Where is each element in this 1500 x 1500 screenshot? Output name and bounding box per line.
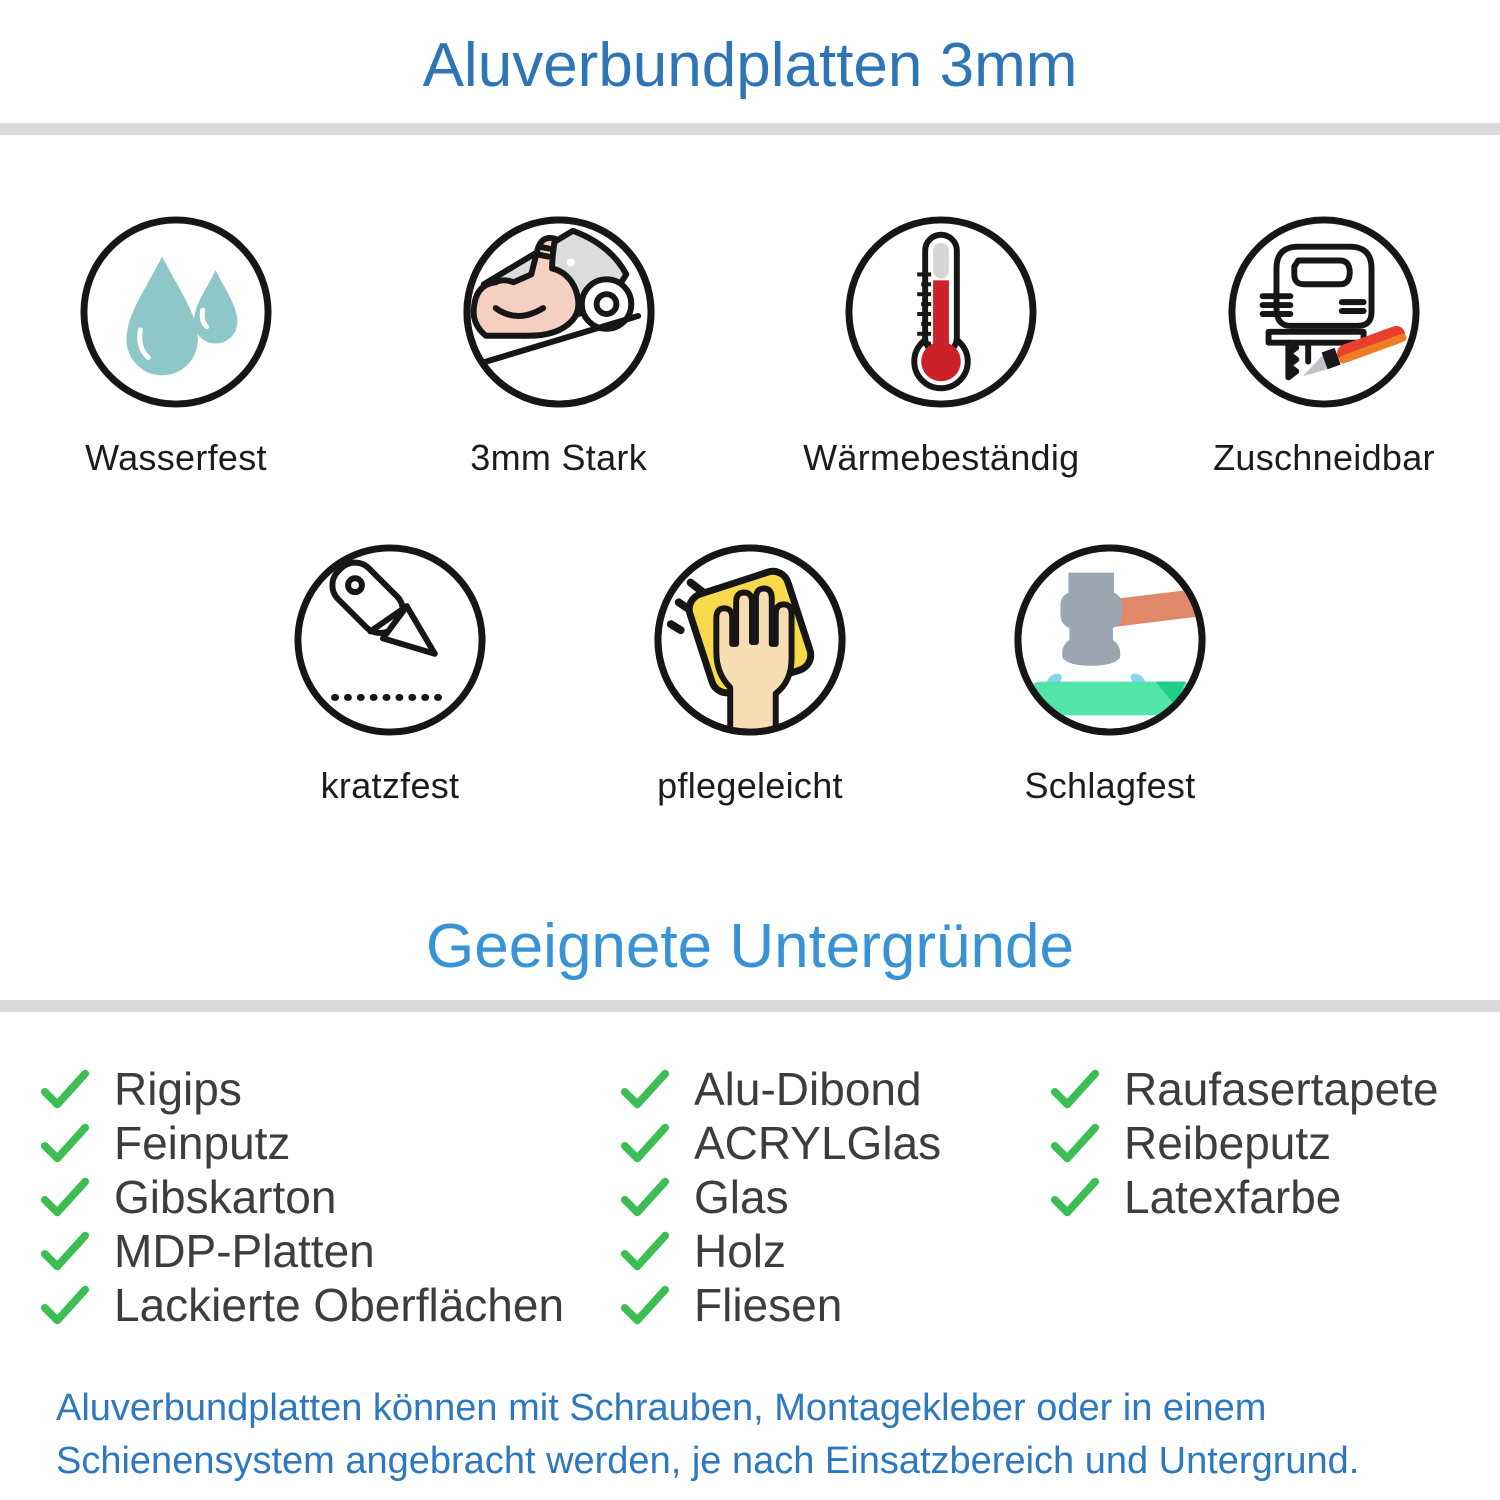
feature-label: Zuschneidbar bbox=[1213, 437, 1435, 478]
cleaning-hand-icon bbox=[651, 541, 849, 739]
surface-item bbox=[1050, 1063, 1500, 1115]
surface-item bbox=[1050, 1171, 1500, 1223]
features-row-1 bbox=[0, 213, 1500, 479]
surfaces-column-2 bbox=[620, 1063, 1050, 1336]
surface-label: Reibeputz bbox=[1124, 1117, 1332, 1169]
feature-label: Schlagfest bbox=[1024, 765, 1196, 806]
surface-label: Raufasertapete bbox=[1124, 1063, 1439, 1115]
feature-label: pflegeleicht bbox=[657, 765, 843, 806]
section-title-untergruende: Geeignete Untergründe bbox=[425, 912, 1074, 981]
footer-note bbox=[0, 1382, 1500, 1488]
surfaces-column-1 bbox=[40, 1063, 620, 1336]
surface-label: Latexfarbe bbox=[1124, 1171, 1342, 1223]
surface-item bbox=[620, 1117, 1050, 1169]
surfaces-column-3 bbox=[1050, 1063, 1500, 1336]
feature-waermebestaendig bbox=[803, 213, 1080, 479]
check-icon bbox=[40, 1121, 90, 1165]
feature-zuschneidbar bbox=[1204, 213, 1444, 479]
check-icon bbox=[620, 1121, 670, 1165]
feature-kratzfest bbox=[270, 541, 510, 807]
check-icon bbox=[620, 1175, 670, 1219]
surface-item bbox=[620, 1171, 1050, 1223]
surface-label: Gibskarton bbox=[114, 1171, 337, 1223]
surface-item bbox=[40, 1171, 620, 1223]
surface-item bbox=[620, 1063, 1050, 1115]
divider bbox=[0, 1000, 1500, 1012]
feature-label: Wärmebeständig bbox=[803, 437, 1080, 478]
feature-label: Wasserfest bbox=[85, 437, 267, 478]
feature-label: kratzfest bbox=[320, 765, 460, 806]
surface-label: Lackierte Oberflächen bbox=[114, 1279, 565, 1331]
page-title: Aluverbundplatten 3mm bbox=[422, 31, 1078, 100]
surface-label: Alu-Dibond bbox=[694, 1063, 922, 1115]
surface-label: Fliesen bbox=[694, 1279, 843, 1331]
surface-label: Rigips bbox=[114, 1063, 242, 1115]
footer-line-2: Schienensystem angebracht werden, je nach Einsatzbereich und Untergrund. bbox=[56, 1440, 1360, 1482]
features-row-2 bbox=[0, 541, 1500, 807]
check-icon bbox=[620, 1229, 670, 1273]
check-icon bbox=[1050, 1067, 1100, 1111]
check-icon bbox=[40, 1175, 90, 1219]
jigsaw-icon bbox=[1225, 213, 1423, 411]
surface-item bbox=[40, 1117, 620, 1169]
check-icon bbox=[40, 1229, 90, 1273]
surface-label: Feinputz bbox=[114, 1117, 291, 1169]
feature-3mm-stark bbox=[439, 213, 679, 479]
feature-pflegeleicht bbox=[630, 541, 870, 807]
check-icon bbox=[40, 1283, 90, 1327]
divider bbox=[0, 123, 1500, 135]
muscle-arm-icon bbox=[460, 213, 658, 411]
feature-wasserfest bbox=[56, 213, 296, 479]
water-drops-icon bbox=[77, 213, 275, 411]
surface-item bbox=[40, 1279, 620, 1331]
surface-label: ACRYLGlas bbox=[694, 1117, 942, 1169]
footer-line-1: Aluverbundplatten können mit Schrauben, Montagekleber oder in einem bbox=[56, 1387, 1267, 1429]
feature-label: 3mm Stark bbox=[470, 437, 648, 478]
check-icon bbox=[40, 1067, 90, 1111]
cutter-knife-icon bbox=[291, 541, 489, 739]
surface-label: Glas bbox=[694, 1171, 789, 1223]
surface-label: Holz bbox=[694, 1225, 787, 1277]
thermometer-icon bbox=[842, 213, 1040, 411]
check-icon bbox=[1050, 1175, 1100, 1219]
hammer-icon bbox=[1011, 541, 1209, 739]
surface-item bbox=[620, 1225, 1050, 1277]
surfaces-section bbox=[0, 1063, 1500, 1336]
surface-label: MDP-Platten bbox=[114, 1225, 375, 1277]
surface-item bbox=[1050, 1117, 1500, 1169]
surface-item bbox=[620, 1279, 1050, 1331]
surface-item bbox=[40, 1225, 620, 1277]
surface-item bbox=[40, 1063, 620, 1115]
check-icon bbox=[1050, 1121, 1100, 1165]
check-icon bbox=[620, 1283, 670, 1327]
feature-schlagfest bbox=[990, 541, 1230, 807]
check-icon bbox=[620, 1067, 670, 1111]
